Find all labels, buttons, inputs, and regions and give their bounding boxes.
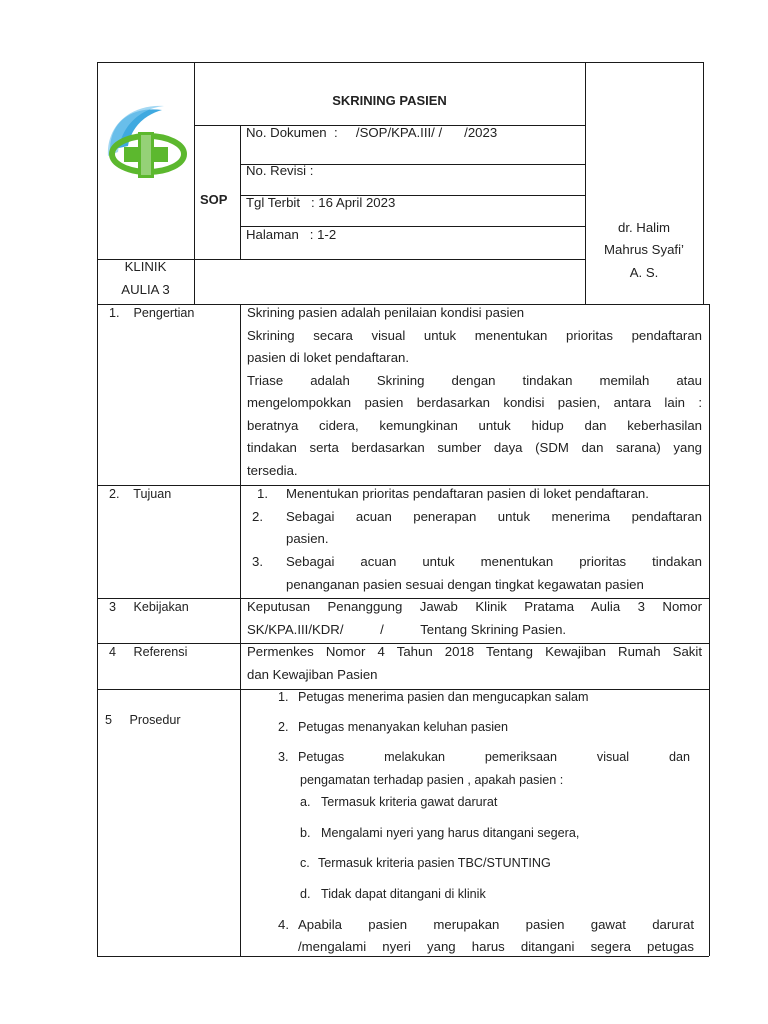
step-number: 1.	[278, 690, 289, 704]
pengertian-line: tindakan serta berdasarkan sumber daya (SDM dan sarana) yang	[247, 440, 702, 455]
sop-label: SOP	[200, 192, 228, 207]
list-item: pengamatan terhadap pasien , apakah pasien :	[300, 773, 564, 787]
pengertian-line: mengelompokkan pasien berdasarkan kondisi pasien, antara lain :	[247, 395, 702, 410]
list-item: pasien.	[286, 531, 329, 546]
page-title: SKRINING PASIEN	[332, 93, 447, 108]
step-number: 4.	[278, 917, 289, 932]
list-item: Petugas menerima pasien dan mengucapkan salam	[298, 690, 589, 704]
sub-item: Mengalami nyeri yang harus ditangani segera,	[321, 826, 580, 840]
clinic-name-line2: AULIA 3	[121, 282, 170, 297]
sub-item: Termasuk kriteria pasien TBC/STUNTING	[318, 856, 551, 870]
list-item: Sebagai acuan untuk menentukan prioritas tindakan	[286, 554, 702, 569]
sub-item: Tidak dapat ditangani di klinik	[321, 887, 486, 901]
list-item: Sebagai acuan penerapan untuk menerima pendaftaran	[286, 509, 702, 524]
pengertian-line: Skrining pasien adalah penilaian kondisi pasien	[247, 305, 525, 320]
step-number: 3.	[278, 750, 289, 764]
kebijakan-line: Keputusan Penanggung Jawab Klinik Pratama Aulia 3 Nomor	[247, 599, 702, 614]
sub-item: Termasuk kriteria gawat darurat	[321, 795, 498, 809]
list-item-number: 3.	[252, 554, 263, 569]
section-label-kebijakan: 3 Kebijakan	[109, 600, 189, 614]
clinic-logo-icon	[104, 102, 188, 194]
section-label-referensi: 4 Referensi	[109, 645, 188, 659]
page-number: Halaman : 1-2	[246, 227, 337, 242]
list-item: Petugas melakukan pemeriksaan visual dan	[298, 750, 690, 764]
pengertian-line: tersedia.	[247, 463, 298, 478]
list-item: Apabila pasien merupakan pasien gawat darurat	[298, 917, 694, 932]
list-item: /mengalami nyeri yang harus ditangani segera petugas	[298, 939, 694, 954]
list-item-number: 2.	[252, 509, 263, 524]
section-label-prosedur: 5 Prosedur	[105, 713, 181, 727]
section-label-pengertian: 1. Pengertian	[109, 306, 195, 320]
sub-item-letter: c.	[300, 856, 310, 870]
pengertian-line: Skrining secara visual untuk menentukan prioritas pendaftaran	[247, 328, 702, 343]
pengertian-line: Triase adalah Skrining dengan tindakan memilah atau	[247, 373, 702, 388]
signatory-line2: Mahrus Syafi’	[604, 242, 684, 257]
kebijakan-line: SK/KPA.III/KDR/ / Tentang Skrining Pasien.	[247, 622, 567, 637]
signatory-line1: dr. Halim	[617, 220, 671, 235]
list-item: penanganan pasien sesuai dengan tingkat kegawatan pasien	[286, 577, 644, 592]
clinic-name-line1: KLINIK	[124, 259, 167, 274]
section-label-tujuan: 2. Tujuan	[109, 487, 172, 501]
issue-date: Tgl Terbit : 16 April 2023	[246, 195, 396, 210]
sub-item-letter: a.	[300, 795, 311, 809]
pengertian-line: beratnya cidera, kemungkinan untuk hidup dan keberhasilan	[247, 418, 702, 433]
doc-number: No. Dokumen : /SOP/KPA.III/ / /2023	[246, 125, 498, 140]
list-item: Petugas menanyakan keluhan pasien	[298, 720, 509, 734]
sub-item-letter: b.	[300, 826, 311, 840]
pengertian-line: pasien di loket pendaftaran.	[247, 350, 410, 365]
referensi-line: Permenkes Nomor 4 Tahun 2018 Tentang Kewajiban Rumah Sakit	[247, 644, 702, 659]
list-item-number: 1.	[257, 486, 268, 501]
list-item: Menentukan prioritas pendaftaran pasien di loket pendaftaran.	[286, 486, 649, 501]
signatory-line3: A. S.	[629, 265, 659, 280]
sub-item-letter: d.	[300, 887, 311, 901]
step-number: 2.	[278, 720, 289, 734]
revision-number: No. Revisi :	[246, 163, 314, 178]
referensi-line: dan Kewajiban Pasien	[247, 667, 378, 682]
